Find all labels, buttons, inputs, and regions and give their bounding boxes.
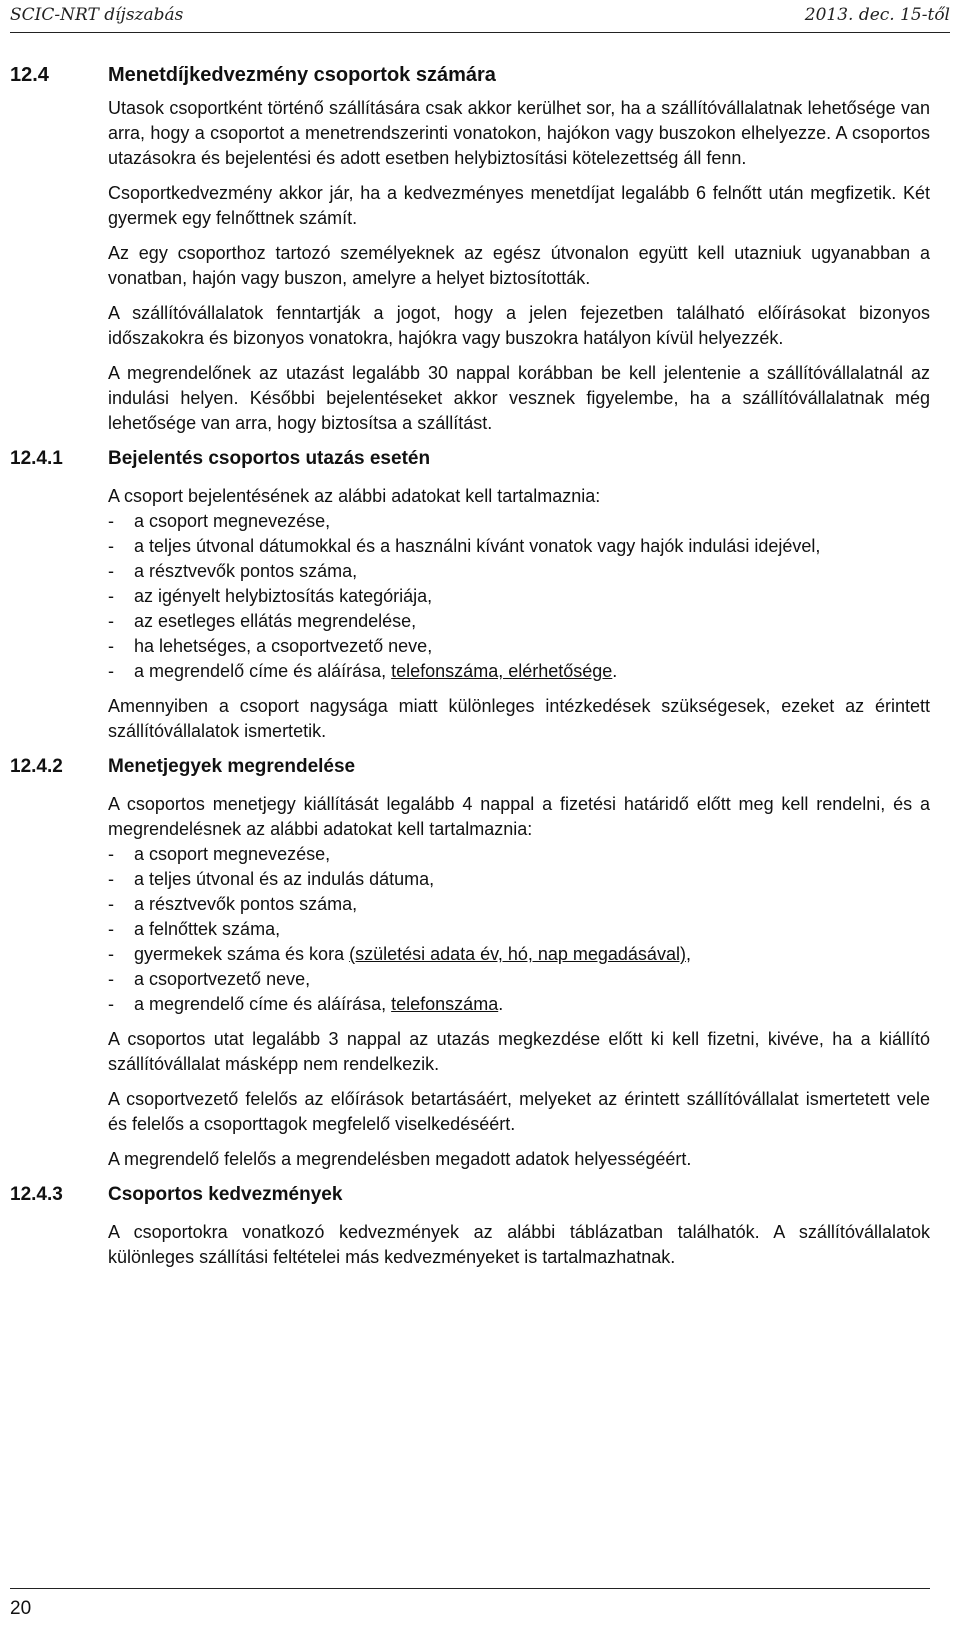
dash-list: [108, 509, 930, 684]
paragraph: A megrendelő felelős a megrendelésben megadott adatok helyességéért.: [108, 1149, 692, 1169]
subsection-number: 12.4.1: [10, 448, 63, 469]
paragraph: A csoportokra vonatkozó kedvezmények az alábbi táblázatban találhatók. A szállítóvállalatok különleges szállítási feltételei más kedvezményeket is tartalmazhatnak.: [108, 1222, 930, 1267]
section-title: Menetdíjkedvezmény csoportok számára: [108, 64, 496, 86]
paragraph: Csoportkedvezmény akkor jár, ha a kedvezményes menetdíjat legalább 6 felnőtt után megfizetik. Két gyermek egy felnőttnek számít.: [108, 183, 930, 228]
list-item: - a megrendelő címe és aláírása, telefonszáma.: [108, 994, 504, 1014]
underlined-text: (születési adata év, hó, nap megadásával): [349, 944, 686, 964]
subsection-body: [108, 484, 930, 744]
list-item: - a résztvevők pontos száma,: [108, 561, 358, 581]
paragraph: Utasok csoportként történő szállítására csak akkor kerülhet sor, ha a szállítóvállalatnak lehetősége van arra, hogy a csoportot a menetrendszerinti vonatokon, hajókon vagy buszokon elhelyezze. A csoportos utazásokra és bejelentési és adott esetben helybiztosítási kötelezettség áll fenn.: [108, 98, 930, 168]
subsection-number: 12.4.3: [10, 1184, 63, 1205]
list-item: - a teljes útvonal dátumokkal és a használni kívánt vonatok vagy hajók indulási idejével,: [108, 536, 821, 556]
section-number: 12.4: [10, 64, 49, 86]
subsection-title: Menetjegyek megrendelése: [108, 756, 356, 777]
paragraph: Az egy csoporthoz tartozó személyeknek az egész útvonalon együtt kell utazniuk ugyanabban a vonatban, hajón vagy buszon, amelyre a helyet biztosították.: [108, 243, 930, 288]
subsection-heading: [10, 446, 930, 472]
paragraph: A csoportos utat legalább 3 nappal az utazás megkezdése előtt ki kell fizetni, kivéve, ha a kiállító szállítóvállalat másképp nem rendelkezik.: [108, 1029, 930, 1074]
section-heading: [10, 62, 930, 88]
list-item: - a résztvevők pontos száma,: [108, 894, 358, 914]
header-date: 2013. dec. 15-től: [804, 5, 950, 25]
list-item: - az igényelt helybiztosítás kategóriája,: [108, 586, 433, 606]
paragraph: A megrendelőnek az utazást legalább 30 nappal korábban be kell jelentenie a szállítóvállalatnál az indulási helyen. Későbbi bejelentéseket akkor vesznek figyelembe, ha a szállítóvállalatnak még lehetősége van arra, hogy biztosítsa a szállítást.: [108, 363, 930, 433]
footer-divider: [10, 1588, 930, 1589]
subsection-title: Csoportos kedvezmények: [108, 1184, 343, 1205]
list-item: - a megrendelő címe és aláírása, telefonszáma, elérhetősége.: [108, 661, 618, 681]
list-item: - a csoport megnevezése,: [108, 844, 331, 864]
subsection-number: 12.4.2: [10, 756, 63, 777]
list-item: - a teljes útvonal és az indulás dátuma,: [108, 869, 435, 889]
underlined-text: telefonszáma: [391, 994, 499, 1014]
paragraph: Amennyiben a csoport nagysága miatt különleges intézkedések szükségesek, ezeket az érintett szállítóvállalatok ismertetik.: [108, 696, 930, 741]
subsection-body: [108, 1220, 930, 1270]
section-body: [108, 96, 930, 436]
list-item: - ha lehetséges, a csoportvezető neve,: [108, 636, 433, 656]
subsection-heading: [10, 754, 930, 780]
page-number: 20: [10, 1598, 32, 1619]
list-item: - az esetleges ellátás megrendelése,: [108, 611, 417, 631]
paragraph: A szállítóvállalatok fenntartják a jogot, hogy a jelen fejezetben található előírásokat bizonyos időszakokra és bizonyos vonatokra, hajókra vagy buszokra hatályon kívül helyezzék.: [108, 303, 930, 348]
paragraph: A csoportvezető felelős az előírások betartásáért, melyeket az érintett szállítóvállalat ismertetett vele és felelős a csoporttagok megfelelő viselkedéséért.: [108, 1089, 930, 1134]
list-item: - a felnőttek száma,: [108, 919, 281, 939]
page-content: [10, 62, 930, 1280]
underlined-text: telefonszáma, elérhetősége: [391, 661, 613, 681]
list-item: - a csoport megnevezése,: [108, 511, 331, 531]
list-intro: A csoport bejelentésének az alábbi adatokat kell tartalmaznia:: [108, 486, 601, 506]
list-item: - gyermekek száma és kora (születési adata év, hó, nap megadásával),: [108, 944, 691, 964]
list-intro: A csoportos menetjegy kiállítását legalább 4 nappal a fizetési határidő előtt meg kell rendelni, és a megrendelésnek az alábbi adatokat kell tartalmaznia:: [108, 794, 930, 839]
dash-list: [108, 842, 930, 1017]
header-title: SCIC-NRT díjszabás: [10, 5, 184, 25]
list-item: - a csoportvezető neve,: [108, 969, 311, 989]
subsection-title: Bejelentés csoportos utazás esetén: [108, 448, 431, 469]
page-header: [10, 0, 950, 33]
subsection-body: [108, 792, 930, 1172]
subsection-heading: [10, 1182, 930, 1208]
